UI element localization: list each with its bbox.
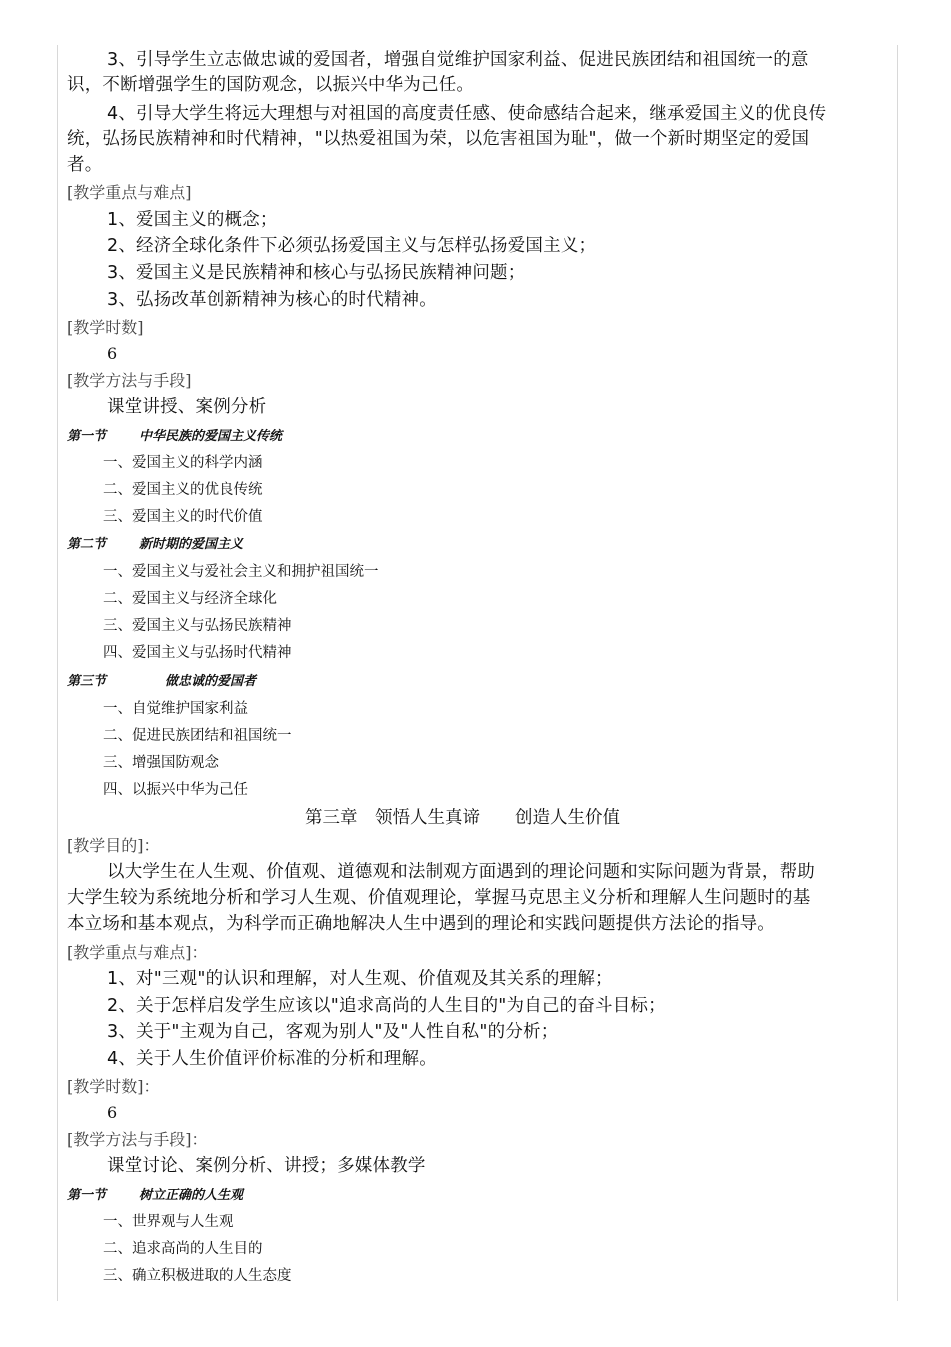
goal-item-4-line-3: 者。	[67, 155, 103, 175]
section-heading	[67, 535, 243, 555]
teaching-method-heading: [教学方法与手段]	[67, 371, 192, 390]
teaching-goal-heading: [教学目的]：	[67, 836, 160, 855]
goal-item-4-line-2: 统，弘扬民族精神和时代精神，"以热爱祖国为荣，以危害祖国为耻"，做一个新时期坚定的爱国	[67, 129, 810, 149]
subsection-item: 二、追求高尚的人生目的	[103, 1241, 263, 1257]
section-heading	[67, 1186, 243, 1206]
left-margin-rule	[57, 45, 58, 1301]
key-point-item: 3、弘扬改革创新精神为核心的时代精神。	[107, 290, 437, 310]
teaching-goal-line-3: 本立场和基本观点，为科学而正确地解决人生中遇到的理论和实践问题提供方法论的指导。	[67, 914, 775, 934]
key-point-item: 4、关于人生价值评价标准的分析和理解。	[107, 1049, 437, 1069]
section-title: 树立正确的人生观	[139, 1188, 244, 1203]
subsection-item: 一、自觉维护国家利益	[103, 701, 248, 717]
key-point-item: 1、爱国主义的概念；	[107, 210, 278, 230]
key-point-item: 2、经济全球化条件下必须弘扬爱国主义与怎样弘扬爱国主义；	[107, 236, 597, 256]
section-heading	[67, 672, 256, 692]
goal-item-3-line-1: 3、引导学生立志做忠诚的爱国者，增强自觉维护国家利益、促进民族团结和祖国统一的意	[107, 50, 809, 70]
right-margin-rule	[897, 45, 898, 1301]
teaching-method-value: 课堂讲授、案例分析	[107, 397, 267, 417]
goal-item-4-line-1: 4、引导大学生将远大理想与对祖国的高度责任感、使命感结合起来，继承爱国主义的优良传	[107, 104, 827, 124]
section-heading	[67, 427, 282, 447]
subsection-item: 四、以振兴中华为己任	[103, 782, 248, 798]
key-point-item: 3、关于"主观为自己，客观为别人"及"人性自私"的分析；	[107, 1022, 559, 1042]
subsection-item: 三、爱国主义与弘扬民族精神	[103, 618, 292, 634]
key-point-item: 2、关于怎样启发学生应该以"追求高尚的人生目的"为自己的奋斗目标；	[107, 996, 666, 1016]
teaching-goal-line-2: 大学生较为系统地分析和学习人生观、价值观理论，掌握马克思主义分析和理解人生问题时的基	[67, 888, 811, 908]
subsection-item: 三、爱国主义的时代价值	[103, 509, 263, 525]
subsection-item: 二、爱国主义与经济全球化	[103, 591, 277, 607]
section-title: 做忠诚的爱国者	[165, 674, 257, 689]
subsection-item: 一、世界观与人生观	[103, 1214, 234, 1230]
key-point-item: 1、对"三观"的认识和理解，对人生观、价值观及其关系的理解；	[107, 969, 613, 989]
key-points-heading: [教学重点与难点]	[67, 183, 192, 202]
subsection-item: 二、促进民族团结和祖国统一	[103, 728, 292, 744]
teaching-method-heading: [教学方法与手段]：	[67, 1130, 208, 1149]
subsection-item: 三、增强国防观念	[103, 755, 219, 771]
subsection-item: 二、爱国主义的优良传统	[103, 482, 263, 498]
key-points-heading: [教学重点与难点]：	[67, 943, 208, 962]
chapter-title: 第三章 领悟人生真谛 创造人生价值	[305, 808, 620, 828]
section-title: 中华民族的爱国主义传统	[139, 429, 283, 444]
subsection-item: 三、确立积极进取的人生态度	[103, 1268, 292, 1284]
section-number: 第一节	[67, 429, 107, 444]
teaching-method-value: 课堂讨论、案例分析、讲授；多媒体教学	[107, 1156, 426, 1176]
section-number: 第二节	[67, 537, 107, 552]
teaching-hours-value: 6	[107, 1103, 118, 1122]
subsection-item: 一、爱国主义的科学内涵	[103, 455, 263, 471]
subsection-item: 四、爱国主义与弘扬时代精神	[103, 645, 292, 661]
subsection-item: 一、爱国主义与爱社会主义和拥护祖国统一	[103, 564, 379, 580]
teaching-hours-value: 6	[107, 344, 118, 363]
teaching-hours-heading: [教学时数]：	[67, 1077, 160, 1096]
teaching-hours-heading: [教学时数]	[67, 318, 144, 337]
section-title: 新时期的爱国主义	[139, 537, 244, 552]
key-point-item: 3、爱国主义是民族精神和核心与弘扬民族精神问题；	[107, 263, 526, 283]
section-number: 第一节	[67, 1188, 107, 1203]
teaching-goal-line-1: 以大学生在人生观、价值观、道德观和法制观方面遇到的理论问题和实际问题为背景，帮助	[107, 862, 815, 882]
section-number: 第三节	[67, 674, 107, 689]
goal-item-3-line-2: 识，不断增强学生的国防观念，以振兴中华为己任。	[67, 75, 475, 95]
